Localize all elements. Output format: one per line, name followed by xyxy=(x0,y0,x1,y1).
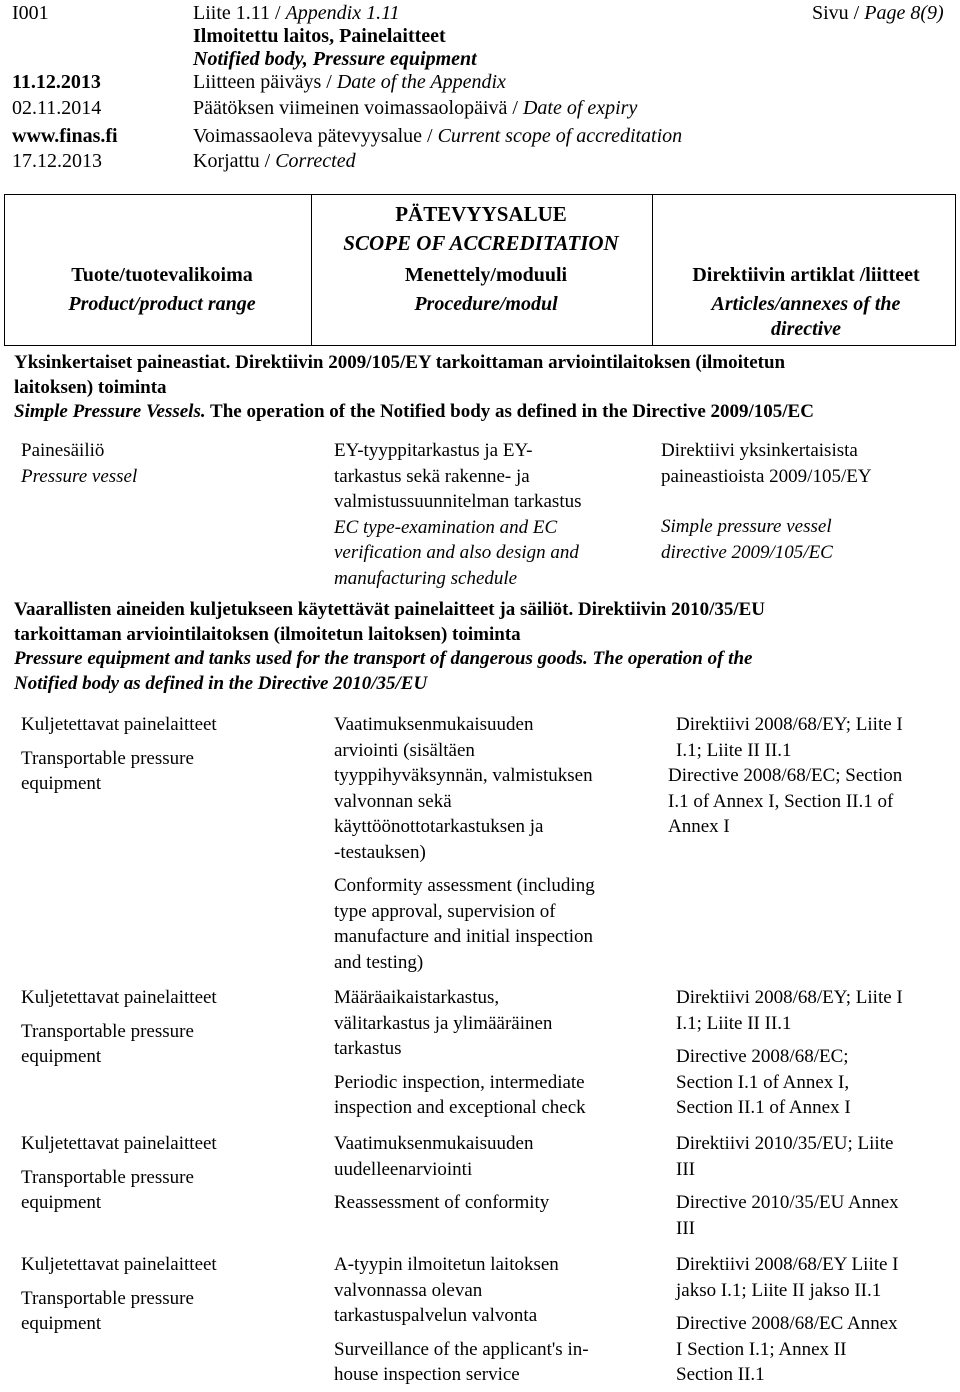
section1-line1: Yksinkertaiset paineastiat. Direktiivin 2009/105/EY tarkoittaman arviointilaitoksen (ilmoitetun xyxy=(14,352,786,373)
row-4-procedure: A-tyypin ilmoitetun laitoksen valvonnassa olevan tarkastuspalvelun valvonta Surveillance of the applicant's in- house inspection service xyxy=(334,1254,589,1385)
column-procedure-fi: Menettely/moduuli xyxy=(404,264,568,286)
notified-body-en: Notified body, Pressure equipment xyxy=(193,48,477,70)
scope-label: Voimassaoleva pätevyysalue / Current scope of accreditation xyxy=(193,125,683,147)
column-directive-fi: Direktiivin artiklat /liitteet xyxy=(692,264,920,286)
document-id: I001 xyxy=(12,2,49,24)
column-directive-en-2: directive xyxy=(771,318,841,340)
row-2-product: Kuljetettavat painelaitteet Transportable pressure equipment xyxy=(21,987,217,1067)
row-spv-directive: Direktiivi yksinkertaisista paineastioista 2009/105/EY Simple pressure vessel directive 2009/105/EC xyxy=(661,440,872,563)
row-1-product: Kuljetettavat painelaitteet Transportable pressure equipment xyxy=(21,714,217,794)
section-simple-pressure-vessels xyxy=(14,351,950,425)
row-3-procedure: Vaatimuksenmukaisuuden uudelleenarviointi Reassessment of conformity xyxy=(334,1133,550,1213)
row-2-procedure: Määräaikaistarkastus, välitarkastus ja ylimääräinen tarkastus Periodic inspection, intermediate inspection and exceptional check xyxy=(334,987,586,1118)
row-1-directive: Direktiivi 2008/68/EY; Liite I I.1; Liite II II.1 Directive 2008/68/EC; Section I.1 of Annex I, Section II.1 of Annex I xyxy=(668,714,903,837)
row-spv-procedure: EY-tyyppitarkastus ja EY- tarkastus sekä rakenne- ja valmistussuunnitelman tarkastus EC type-examination and EC verification and also design and manufacturing schedule xyxy=(334,440,582,589)
row-3-directive: Direktiivi 2010/35/EU; Liite III Directive 2010/35/EU Annex III xyxy=(676,1133,899,1239)
column-directive-en-1: Articles/annexes of the xyxy=(711,293,901,315)
appendix-label: Liite 1.11 / Appendix 1.11 xyxy=(193,2,400,24)
section1-line3: Simple Pressure Vessels. The operation of the Notified body as defined in the Directive 2009/105/EC xyxy=(14,401,814,422)
section-transportable-pressure-equipment xyxy=(14,598,950,696)
column-procedure-en: Procedure/modul xyxy=(414,293,558,315)
corrected-label: Korjattu / Corrected xyxy=(193,150,356,172)
page-number: Sivu / Page 8(9) xyxy=(812,2,944,24)
row-3-product: Kuljetettavat painelaitteet Transportable pressure equipment xyxy=(21,1133,217,1213)
notified-body-fi: Ilmoitettu laitos, Painelaitteet xyxy=(193,25,446,47)
section2-line4: Notified body as defined in the Directive 2010/35/EU xyxy=(14,672,428,694)
expiry-date-label: Päätöksen viimeinen voimassaolopäivä / Date of expiry xyxy=(193,97,638,119)
scope-title-fi: PÄTEVYYSALUE xyxy=(395,202,567,226)
section2-line2: tarkoittaman arviointilaitoksen (ilmoitetun laitoksen) toiminta xyxy=(14,623,521,645)
expiry-date: 02.11.2014 xyxy=(12,97,102,119)
section2-line1: Vaarallisten aineiden kuljetukseen käytettävät painelaitteet ja säiliöt. Direktiivin 2010/35/EU xyxy=(14,599,766,620)
column-product-en: Product/product range xyxy=(68,293,256,315)
scope-title-en: SCOPE OF ACCREDITATION xyxy=(343,231,619,255)
corrected-date: 17.12.2013 xyxy=(12,150,102,172)
section2-line3: Pressure equipment and tanks used for the transport of dangerous goods. The operation of the xyxy=(14,648,753,669)
appendix-date: 11.12.2013 xyxy=(12,71,101,93)
appendix-date-label: Liitteen päiväys / Date of the Appendix xyxy=(193,71,506,93)
website-link[interactable]: www.finas.fi xyxy=(12,125,118,147)
column-product-fi: Tuote/tuotevalikoima xyxy=(71,264,253,286)
row-spv-product: Painesäiliö Pressure vessel xyxy=(21,440,138,487)
row-4-directive: Direktiivi 2008/68/EY Liite I jakso I.1; Liite II jakso II.1 Directive 2008/68/EC Annex I Section I.1; Annex II Section II.1 xyxy=(676,1254,899,1385)
section1-line2: laitoksen) toiminta xyxy=(14,376,167,398)
row-4-product: Kuljetettavat painelaitteet Transportable pressure equipment xyxy=(21,1254,217,1334)
row-2-directive: Direktiivi 2008/68/EY; Liite I I.1; Liite II II.1 Directive 2008/68/EC; Section I.1 of Annex I, Section II.1 of Annex I xyxy=(676,987,903,1118)
row-1-procedure: Vaatimuksenmukaisuuden arviointi (sisältäen tyyppihyväksynnän, valmistuksen valvonnan sekä käyttöönottotarkastuksen ja -testauksen) Conformity assessment (including type approval, supervision of manufacture and initial inspection and testing) xyxy=(334,714,595,973)
